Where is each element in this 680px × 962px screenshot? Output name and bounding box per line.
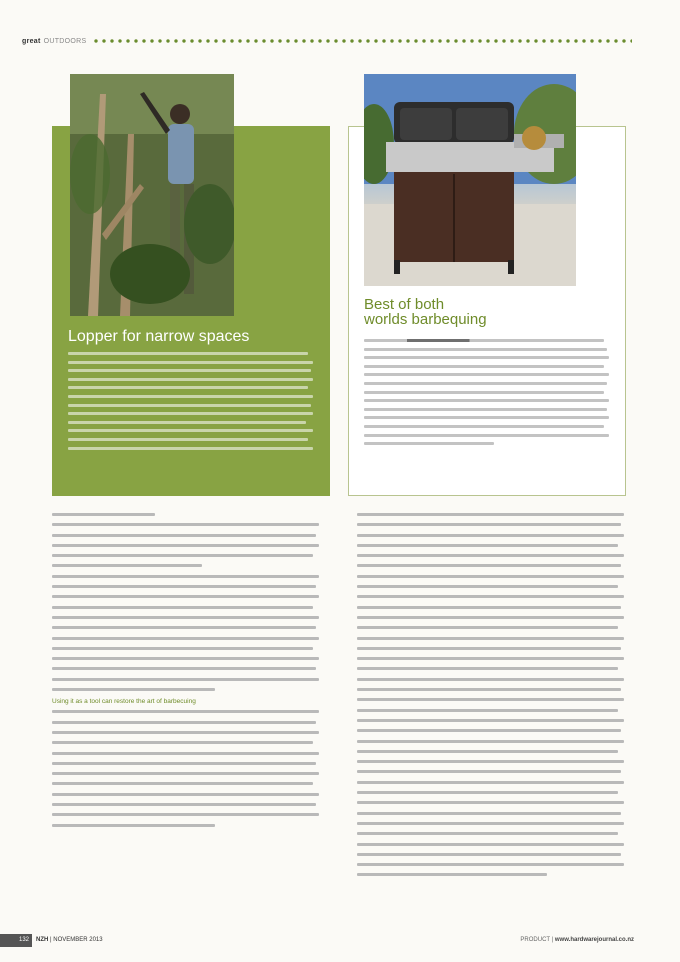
page-number: 132 [0, 934, 32, 947]
section-label: great OUTDOORS [22, 37, 87, 45]
bbq-heading: Best of both worlds barbequing [364, 296, 487, 328]
footer-url[interactable]: PRODUCT | www.hardwarejournal.co.nz [520, 937, 634, 943]
bbq-photo [364, 74, 576, 286]
page-footer [0, 934, 680, 948]
article-subhead: Using it as a tool can restore the art of barbecuing [52, 698, 196, 706]
article-column-left [52, 513, 324, 834]
lopper-heading: Lopper for narrow spaces [68, 328, 250, 345]
bbq-body-text [364, 339, 614, 451]
lopper-body-text [68, 352, 318, 455]
section-header [22, 36, 632, 46]
lopper-photo-illustration [70, 74, 234, 316]
footer-issue: NZH | NOVEMBER 2013 [36, 937, 103, 943]
article-column-right [357, 513, 629, 884]
dotted-rule [92, 38, 632, 44]
bbq-photo-illustration [364, 74, 576, 286]
lopper-photo [70, 74, 234, 316]
